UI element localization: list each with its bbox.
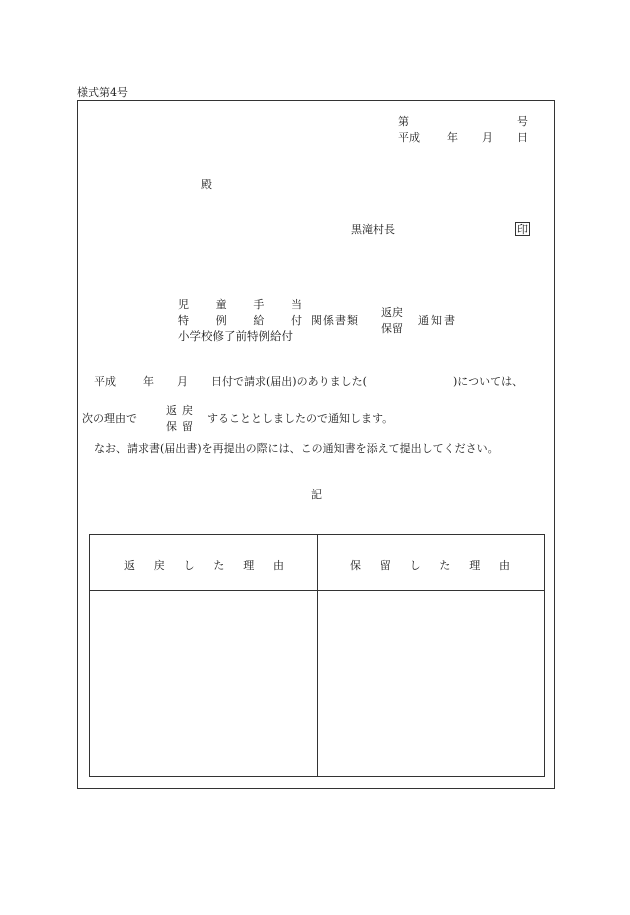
p1-text: 日付で請求(届出)のありました( [211,375,367,388]
benefit-line-2 [178,315,302,326]
p3-text: なお、請求書(届出書)を再提出の際には、この通知書を添えて提出してください。 [94,442,499,455]
benefit-line-2-char: 特 [178,314,189,327]
date-month: 月 [482,131,493,144]
p1-year: 年 [143,375,154,388]
option-return: 返戻 [381,306,403,319]
header-char: 理 [243,559,255,572]
p2-option-hold: 保留 [166,420,198,433]
header-char: し [409,559,421,572]
header-char: 理 [469,559,481,572]
addressee-honorific: 殿 [201,178,212,191]
header-char: 由 [272,559,284,572]
benefit-line-1-char: 手 [253,298,265,311]
benefit-line-2-char: 付 [290,314,302,327]
hold-reason-header [350,557,510,573]
date-day: 日 [517,131,528,144]
option-hold: 保留 [381,322,403,335]
p2-suffix: することとしましたので通知します。 [207,412,394,425]
issuer-name: 黒滝村長 [351,223,395,236]
date-era: 平成 [398,131,420,144]
header-char: 由 [498,559,510,572]
seal-mark: 印 [517,223,528,236]
return-reason-header [124,557,284,573]
benefit-line-1-char: 児 [178,298,189,311]
return-reason-cell[interactable] [90,591,317,776]
header-char: た [439,559,451,572]
notice-word: 通知書 [418,314,457,327]
header-char: 留 [379,559,391,572]
reason-table [89,534,545,777]
p1-era: 平成 [94,375,116,388]
hold-reason-cell[interactable] [318,591,544,776]
header-char: 保 [350,559,361,572]
benefit-line-1-char: 当 [290,298,302,311]
header-char: た [213,559,225,572]
related-documents: 関係書類 [311,314,359,327]
benefit-line-1-char: 童 [215,298,227,311]
p1-close: )については、 [453,375,524,388]
p2-option-return: 返戻 [166,404,198,417]
number-suffix: 号 [517,115,528,128]
p1-month: 月 [177,375,188,388]
ki-heading: 記 [311,488,322,501]
benefit-line-1 [178,299,302,310]
header-char: 戻 [153,559,165,572]
header-char: し [183,559,195,572]
benefit-line-3: 小学校修了前特例給付 [178,329,293,343]
benefit-line-2-char: 例 [215,314,227,327]
p2-prefix: 次の理由で [82,412,137,425]
benefit-line-2-char: 給 [253,314,265,327]
date-year: 年 [447,131,458,144]
header-char: 返 [124,559,135,572]
number-prefix: 第 [398,115,409,128]
form-label: 様式第4号 [77,86,128,99]
